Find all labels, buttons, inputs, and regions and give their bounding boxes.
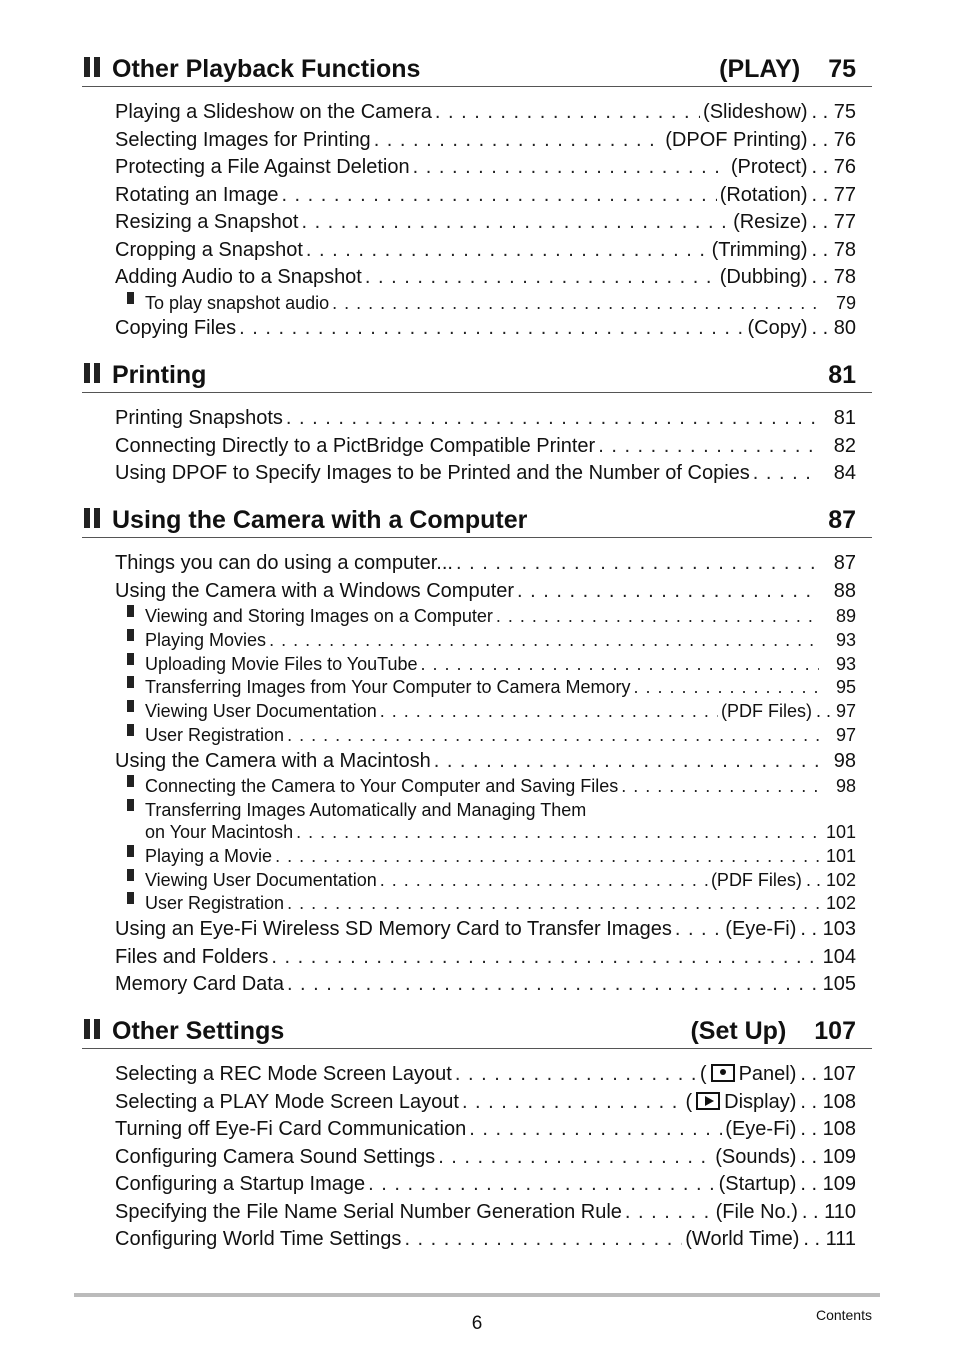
leader-dots <box>455 1061 697 1089</box>
toc-entry[interactable] <box>82 1061 872 1089</box>
entry-page-number: 98 <box>835 776 856 797</box>
toc-entry[interactable] <box>82 1171 872 1199</box>
entry-text: Turning off Eye-Fi Card Communication <box>115 1118 467 1140</box>
entry-page-number: 93 <box>835 629 856 650</box>
entry-text: Using an Eye-Fi Wireless SD Memory Card to Transfer Images <box>115 918 672 941</box>
entry-mode-label: Panel) <box>738 1063 797 1085</box>
leader-dots <box>469 1116 722 1144</box>
entry-text: Cropping a Snapshot <box>115 238 303 261</box>
toc-entry[interactable] <box>82 971 872 999</box>
entry-mode-label: (Slideshow) <box>703 101 808 123</box>
toc-entry[interactable] <box>82 264 872 292</box>
entry-text: Specifying the File Name Serial Number Generation Rule <box>115 1200 622 1223</box>
leader-dots <box>625 1199 713 1227</box>
leader-dots <box>621 775 819 799</box>
entry-text: Selecting a PLAY Mode Screen Layout <box>115 1090 459 1113</box>
entry-mode <box>731 154 808 182</box>
entry-text: Configuring Camera Sound Settings <box>115 1145 436 1168</box>
entry-page-number: . . 77 <box>812 209 856 237</box>
entry-text: Playing Movies <box>145 629 267 650</box>
section-page-number: 75 <box>828 55 856 83</box>
toc-entry[interactable] <box>82 1226 872 1254</box>
bullet-icon <box>127 605 134 617</box>
entry-mode-label: (World Time) <box>685 1228 800 1250</box>
entry-mode-label: (DPOF Printing) <box>665 128 808 151</box>
entry-mode-label: Display) <box>724 1090 797 1113</box>
leader-dots <box>287 892 819 916</box>
entry-text: Using DPOF to Specify Images to be Printed and the Number of Copies <box>115 462 750 484</box>
leader-dots <box>271 944 815 972</box>
entry-text: Printing Snapshots <box>115 407 283 429</box>
section-title: Printing <box>112 361 207 389</box>
entry-page-number: 93 <box>835 653 856 674</box>
toc-subentry[interactable] <box>82 821 872 845</box>
entry-text: Connecting the Camera to Your Computer and Saving Files <box>145 776 619 797</box>
entry-page-number: . . 108 <box>800 1116 856 1144</box>
section-marker-icon <box>82 57 104 77</box>
leader-dots <box>287 971 816 999</box>
entry-text: Playing a Slideshow on the Camera <box>115 101 432 123</box>
entry-page-number: 102 <box>825 893 856 914</box>
entry-mode-label: (PDF Files) <box>710 869 802 890</box>
entry-mode <box>725 916 796 944</box>
entry-text: Protecting a File Against Deletion <box>115 156 410 178</box>
section-marker-icon <box>82 508 104 528</box>
toc-entry[interactable] <box>82 315 872 343</box>
entry-text: Transferring Images Automatically and Managing Them <box>145 800 587 821</box>
leader-dots <box>380 869 708 893</box>
entry-page-number: . . 103 <box>800 916 856 944</box>
entry-text: Selecting a REC Mode Screen Layout <box>115 1063 452 1085</box>
section-title: Using the Camera with a Computer <box>112 506 528 534</box>
toc-section <box>82 1014 872 1254</box>
entry-mode <box>733 209 807 237</box>
entry-mode-label: (Copy) <box>747 317 808 340</box>
section-mode: (PLAY) <box>719 55 801 83</box>
entry-mode <box>712 237 808 265</box>
entry-text: User Registration <box>145 724 285 745</box>
toc-subentry[interactable] <box>82 605 872 629</box>
toc-entry[interactable] <box>82 99 872 127</box>
entry-mode-label: (Trimming) <box>711 238 808 261</box>
leader-dots <box>404 1226 682 1254</box>
entry-text: User Registration <box>145 893 285 914</box>
bullet-icon <box>127 799 134 811</box>
bullet-icon <box>127 629 134 641</box>
leader-dots <box>332 292 819 316</box>
leader-dots <box>287 724 819 748</box>
entry-page-number: . . 76 <box>812 154 856 182</box>
bullet-icon <box>127 724 134 736</box>
section-marker-icon <box>82 363 104 383</box>
section-page-number: 87 <box>828 506 856 534</box>
entry-page-number: 97 <box>835 724 856 745</box>
leader-dots <box>496 605 819 629</box>
leader-dots <box>413 154 728 182</box>
entry-text: Selecting Images for Printing <box>115 128 371 151</box>
entry-mode-label: (Startup) <box>718 1173 797 1195</box>
section-marker-icon <box>82 1019 104 1039</box>
leader-dots <box>380 700 718 724</box>
entry-page-number: 89 <box>835 606 856 626</box>
bullet-icon <box>127 775 134 787</box>
toc-entry[interactable] <box>82 154 872 182</box>
section-heading <box>82 358 872 393</box>
section-heading <box>82 52 872 87</box>
section-page-number: 81 <box>828 361 856 389</box>
entry-text: Memory Card Data <box>115 973 284 996</box>
toc-subentry[interactable] <box>82 629 872 653</box>
entry-mode-label: (PDF Files) <box>720 701 812 722</box>
footer-rule <box>74 1293 880 1297</box>
leader-dots <box>753 460 819 488</box>
entry-text: Copying Files <box>115 317 237 340</box>
toc-entry[interactable] <box>82 209 872 237</box>
entry-page-number: . . 78 <box>812 237 856 265</box>
entry-mode <box>748 315 808 343</box>
entry-page-number: . . 107 <box>800 1061 856 1089</box>
leader-dots <box>598 433 819 461</box>
footer-label: Contents <box>815 1307 872 1323</box>
leader-dots <box>421 653 819 677</box>
entry-page-number: . . 76 <box>812 127 856 155</box>
entry-page-number: 104 <box>822 945 856 968</box>
entry-text: Rotating an Image <box>115 183 279 206</box>
entry-mode <box>703 99 807 127</box>
toc-subentry[interactable] <box>82 845 872 869</box>
leader-dots <box>462 1089 683 1117</box>
entry-mode <box>725 1116 796 1144</box>
entry-page-number: . . 111 <box>803 1226 856 1254</box>
entry-page-number: . . 109 <box>800 1171 856 1199</box>
entry-mode <box>720 264 808 292</box>
entry-mode <box>719 1171 797 1199</box>
entry-page-number: 79 <box>835 292 856 313</box>
toc-entry[interactable] <box>82 578 872 606</box>
toc-entry[interactable] <box>82 916 872 944</box>
bullet-icon <box>127 845 134 857</box>
entry-mode <box>685 1226 799 1254</box>
entry-text: Files and Folders <box>115 945 269 968</box>
leader-dots <box>675 916 722 944</box>
bullet-icon <box>127 869 134 881</box>
toc-entry[interactable] <box>82 127 872 155</box>
toc-entry[interactable] <box>82 944 872 972</box>
entry-mode: ( Display) <box>685 1090 797 1113</box>
entry-mode <box>720 182 808 210</box>
entry-page-number: . . 75 <box>812 99 856 127</box>
entry-mode <box>715 1144 796 1172</box>
entry-text: Using the Camera with a Windows Computer <box>115 579 515 602</box>
toc-subentry[interactable] <box>82 700 872 724</box>
play-icon <box>696 1092 720 1110</box>
leader-dots <box>634 676 819 700</box>
leader-dots <box>239 315 744 343</box>
entry-text: Adding Audio to a Snapshot <box>115 266 362 288</box>
leader-dots <box>281 182 716 210</box>
toc-entry[interactable] <box>82 460 872 488</box>
camera-icon <box>711 1064 735 1082</box>
toc-subentry[interactable] <box>82 653 872 677</box>
entry-text: Resizing a Snapshot <box>115 211 299 233</box>
entry-mode <box>711 869 802 893</box>
entry-page-number: 82 <box>833 434 856 457</box>
toc-entry[interactable] <box>82 237 872 265</box>
section-title: Other Settings <box>112 1017 285 1045</box>
bullet-icon <box>127 676 134 688</box>
entry-text: on Your Macintosh <box>145 822 294 843</box>
entry-page-number: 84 <box>833 462 856 484</box>
leader-dots <box>365 264 717 292</box>
toc-entry[interactable] <box>82 1144 872 1172</box>
leader-dots <box>456 550 819 578</box>
toc-section <box>82 358 872 488</box>
entry-text: Viewing and Storing Images on a Computer <box>145 606 493 626</box>
entry-page-number: . . 77 <box>812 182 856 210</box>
entry-text: Things you can do using a computer... <box>115 552 453 574</box>
toc-entry[interactable] <box>82 550 872 578</box>
entry-page-number: . . 78 <box>812 264 856 292</box>
entry-mode-label: (Rotation) <box>719 183 808 206</box>
entry-text: Viewing User Documentation <box>145 869 377 890</box>
entry-text: Configuring a Startup Image <box>115 1173 366 1195</box>
toc-subentry[interactable] <box>82 869 872 893</box>
entry-page-number: 95 <box>835 677 856 698</box>
entry-page-number: . . 102 <box>806 869 856 893</box>
entry-mode-label: (Sounds) <box>715 1145 797 1168</box>
entry-page-number: 101 <box>825 822 856 843</box>
entry-page-number: 98 <box>833 749 856 772</box>
leader-dots <box>306 237 709 265</box>
entry-text: To play snapshot audio <box>145 292 330 313</box>
bullet-icon <box>127 292 134 304</box>
toc-subentry[interactable] <box>82 775 872 799</box>
leader-dots <box>438 1144 712 1172</box>
entry-mode-label: (Eye-Fi) <box>725 1118 797 1140</box>
toc-entry[interactable] <box>82 748 872 776</box>
entry-mode-label: (Protect) <box>730 156 808 178</box>
section-title: Other Playback Functions <box>112 55 421 83</box>
entry-text: Viewing User Documentation <box>145 701 377 722</box>
entry-page-number: 101 <box>825 845 856 866</box>
entry-mode <box>665 127 807 155</box>
section-heading <box>82 1014 872 1049</box>
page-number: 6 <box>471 1313 483 1334</box>
entry-page-number: 105 <box>822 973 856 996</box>
toc-entry[interactable] <box>82 1116 872 1144</box>
entry-text: Configuring World Time Settings <box>115 1228 402 1250</box>
bullet-icon <box>127 700 134 712</box>
bullet-icon <box>127 892 134 904</box>
entry-text: Using the Camera with a Macintosh <box>115 749 431 772</box>
entry-mode <box>716 1199 798 1227</box>
leader-dots <box>374 127 663 155</box>
entry-page-number: . . 97 <box>816 700 856 724</box>
leader-dots <box>269 629 819 653</box>
entry-page-number: . . 80 <box>812 315 856 343</box>
entry-mode <box>721 700 812 724</box>
toc-subentry[interactable] <box>82 892 872 916</box>
toc-entry[interactable] <box>82 182 872 210</box>
toc-entry[interactable] <box>82 433 872 461</box>
leader-dots <box>517 578 819 606</box>
leader-dots <box>286 405 819 433</box>
entry-mode: ( Panel) <box>699 1063 797 1085</box>
toc-entry[interactable] <box>82 405 872 433</box>
toc-entry[interactable] <box>82 1089 872 1117</box>
toc-section <box>82 503 872 999</box>
bullet-icon <box>127 653 134 665</box>
entry-text: Playing a Movie <box>145 845 273 866</box>
entry-text: Transferring Images from Your Computer to Camera Memory <box>145 677 631 698</box>
toc-subentry[interactable] <box>82 292 872 316</box>
entry-page-number: 87 <box>833 552 856 574</box>
leader-dots <box>301 209 730 237</box>
leader-dots <box>434 748 819 776</box>
entry-page-number: . . 110 <box>802 1199 856 1227</box>
entry-mode-label: (Resize) <box>733 211 808 233</box>
section-heading <box>82 503 872 538</box>
entry-mode-label: (Eye-Fi) <box>725 918 797 941</box>
toc-subentry[interactable] <box>82 724 872 748</box>
toc-subentry[interactable] <box>82 676 872 700</box>
entry-page-number: 81 <box>833 407 856 429</box>
leader-dots <box>435 99 700 127</box>
toc-section <box>82 52 872 343</box>
entry-text: Connecting Directly to a PictBridge Compatible Printer <box>115 434 596 457</box>
leader-dots <box>296 821 819 845</box>
leader-dots <box>368 1171 715 1199</box>
entry-text: Uploading Movie Files to YouTube <box>145 653 418 674</box>
section-mode: (Set Up) <box>690 1017 787 1045</box>
toc-entry[interactable] <box>82 1199 872 1227</box>
entry-page-number: . . 109 <box>800 1144 856 1172</box>
toc-subentry[interactable] <box>82 799 872 821</box>
entry-page-number: 88 <box>833 579 856 602</box>
leader-dots <box>275 845 819 869</box>
section-page-number: 107 <box>814 1017 856 1045</box>
entry-mode-label: (Dubbing) <box>719 266 808 288</box>
entry-mode-label: (File No.) <box>715 1200 798 1223</box>
entry-page-number: . . 108 <box>800 1089 856 1117</box>
